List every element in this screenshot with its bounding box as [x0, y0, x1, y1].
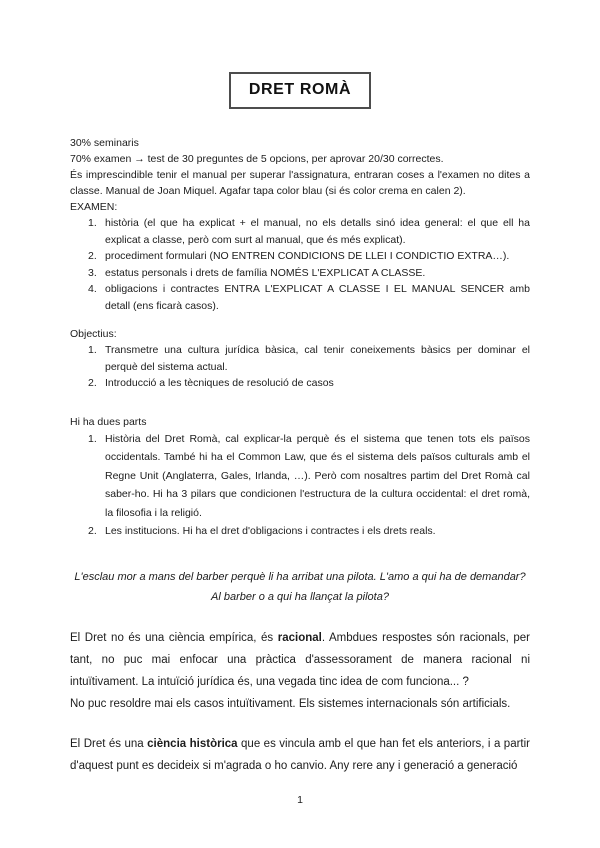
exam-item-number: 3. [88, 266, 97, 279]
document-title: DRET ROMÀ [248, 81, 352, 98]
parts-heading: Hi ha dues parts [70, 415, 147, 428]
parts-item [70, 430, 530, 523]
exam-item-number: 1. [88, 217, 97, 229]
exam-item [70, 215, 530, 248]
case-question-line2: Al barber o a qui ha llançat la pilota? [211, 590, 389, 603]
title-box [229, 72, 371, 109]
rational-paragraph-text [70, 627, 530, 693]
exam-item-text: història (el que ha explicat + el manual, no els detalls sinó idea general: el que ell ha explicat a classe, però com surt al manual, que és més explicat). [105, 217, 530, 246]
historic-paragraph-text [70, 733, 530, 777]
document-content [0, 72, 600, 777]
historic-rest: que es vincula amb el que han fet els anteriors, i a partir d'aquest punt es decideix si m'agrada o ho canvio. Any rere any i generació a generació [70, 737, 531, 772]
parts-item [70, 522, 530, 541]
grading-section [70, 135, 530, 199]
objectives-section [70, 326, 530, 392]
objectives-item-number: 2. [88, 377, 97, 389]
rational-rest: . Ambdues respostes són racionals, per tant, no puc mai enfocar una pràctica d'assessorament de manera racional ni intuïtivament. La intuïció jurídica és, una vegada tinc idea de com funciona... ? [70, 631, 531, 688]
parts-item-number: 2. [88, 525, 97, 537]
parts-item-text: Història del Dret Romà, cal explicar-la perquè és el sistema que tenen tots els països occidentals. També hi ha el Common Law, que és el sistema dels països culturals amb el Regne Unit (Anglaterra, Gales, Irlanda, …). Però com nosaltres partim del Dret Romà cal saber-ho. Hi ha 3 pilars que condicionen l'estructura de la cultura occidental: el dret romà, la filosofia i la religió. [105, 432, 530, 519]
objectives-item-number: 1. [88, 344, 97, 356]
parts-item-text: Les institucions. Hi ha el dret d'obligacions i contractes i els drets reals. [105, 525, 436, 537]
page-number: 1 [297, 794, 303, 806]
parts-list [70, 430, 530, 541]
exam-heading: EXAMEN: [70, 201, 118, 213]
exam-item-text: obligacions i contractes ENTRA L'EXPLICAT A CLASSE I EL MANUAL SENCER amb detall (ens ficarà casos). [105, 283, 530, 312]
exam-item-text: procediment formulari (NO ENTREN CONDICIONS DE LLEI I CONDICTIO EXTRA…). [105, 250, 510, 262]
exam-list [70, 215, 530, 314]
objectives-item [70, 342, 530, 375]
manual-line: És imprescindible tenir el manual per superar l'assignatura, entraran coses a l'examen no dites a classe. Manual de Joan Miquel. Agafar tapa color blau (si és color crema en calen 2). [70, 169, 530, 197]
historic-bold: ciència històrica [147, 737, 238, 750]
case-question [70, 567, 530, 607]
exam-line: 70% examen → test de 30 preguntes de 5 opcions, per aprovar 20/30 correctes. [70, 153, 444, 165]
historic-lead: El Dret és una [70, 737, 148, 750]
exam-item-text: estatus personals i drets de família NOMÉS L'EXPLICAT A CLASSE. [105, 266, 426, 279]
historic-paragraph [70, 733, 530, 777]
objectives-list [70, 342, 530, 392]
parts-item-number: 1. [88, 432, 97, 445]
exam-item [70, 281, 530, 314]
exam-section [70, 199, 530, 314]
objectives-item-text: Transmetre una cultura jurídica bàsica, cal tenir coneixements bàsics per dominar el perquè del sistema actual. [105, 344, 530, 373]
objectives-item [70, 375, 530, 392]
case-question-line1: L'esclau mor a mans del barber perquè li ha arribat una pilota. L'amo a qui ha de demandar? [74, 570, 526, 583]
rational-second-line: No puc resoldre mai els casos intuïtivament. Els sistemes internacionals són artificials. [70, 697, 511, 710]
parts-section [70, 414, 530, 541]
seminars-line: 30% seminaris [70, 137, 139, 149]
exam-item [70, 265, 530, 282]
rational-paragraph [70, 627, 530, 715]
objectives-item-text: Introducció a les tècniques de resolució de casos [105, 377, 334, 389]
rational-bold: racional [277, 631, 322, 644]
objectives-heading: Objectius: [70, 328, 117, 340]
exam-item-number: 2. [88, 250, 97, 262]
exam-item [70, 248, 530, 265]
rational-lead: El Dret no és una ciència empírica, és [70, 631, 278, 644]
exam-item-number: 4. [88, 283, 97, 295]
